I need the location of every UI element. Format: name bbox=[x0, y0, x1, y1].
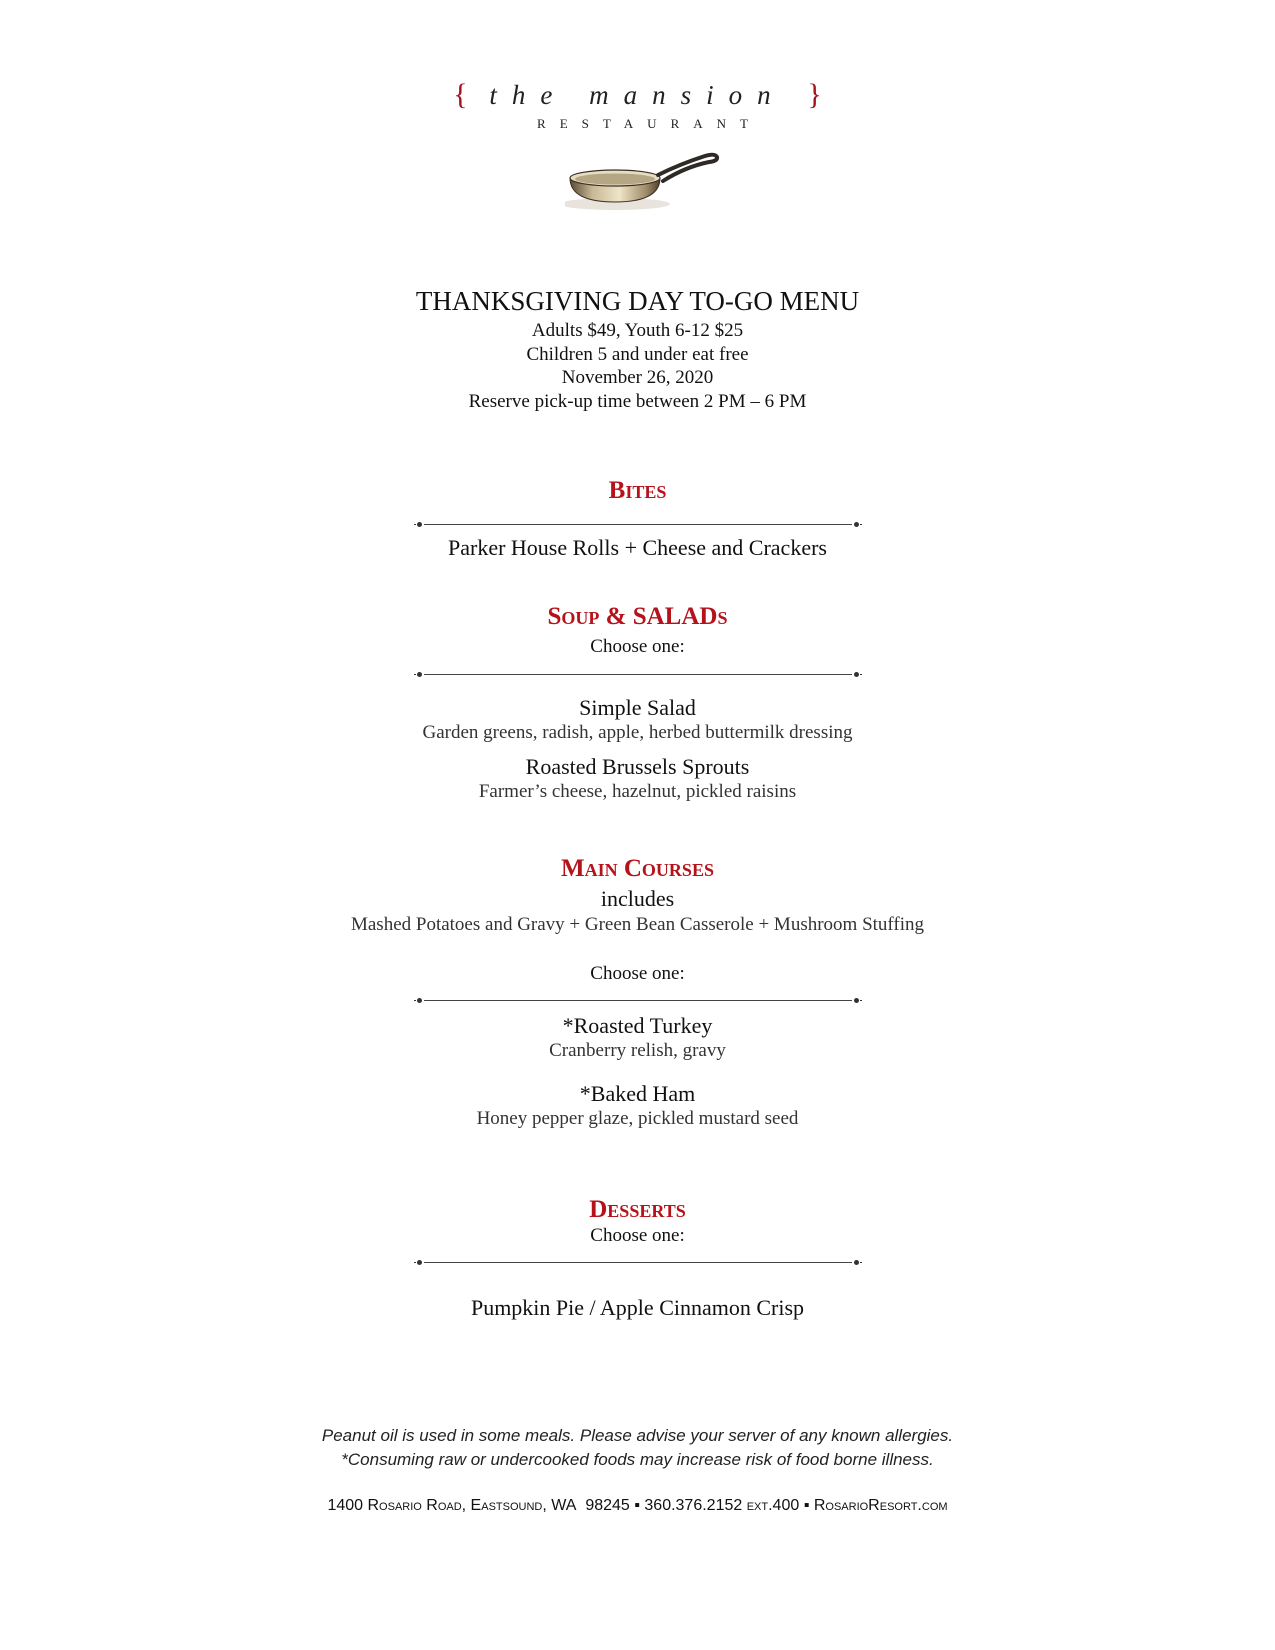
allergy-note: Peanut oil is used in some meals. Please advise your server of any known allergies. bbox=[321, 1426, 954, 1445]
sprouts-item-description: Farmer’s cheese, hazelnut, pickled raisins bbox=[478, 781, 797, 802]
street-address: 1400 Rosario Road, Eastsound, WA bbox=[327, 1497, 577, 1514]
sprouts-item-name: Roasted Brussels Sprouts bbox=[525, 754, 750, 779]
turkey-item-description: Cranberry relish, gravy bbox=[549, 1040, 726, 1061]
logo-name: the mansion bbox=[489, 80, 786, 110]
website-link[interactable]: RosarioResort.com bbox=[813, 1497, 948, 1514]
desserts-divider bbox=[414, 1258, 862, 1268]
ham-item-name: *Baked Ham bbox=[579, 1081, 696, 1106]
phone-number: 360.376.2152 bbox=[644, 1497, 743, 1514]
soup-salads-divider bbox=[414, 670, 862, 680]
desserts-heading: Desserts bbox=[589, 1196, 686, 1223]
logo-subtitle: RESTAURANT bbox=[537, 116, 762, 131]
bites-heading: Bites bbox=[608, 477, 667, 504]
separator-dot-icon: ▪ bbox=[634, 1497, 640, 1514]
main-includes-label: includes bbox=[600, 886, 675, 911]
bites-divider bbox=[414, 520, 862, 530]
main-courses-choose: Choose one: bbox=[590, 963, 685, 984]
salad-item-name: Simple Salad bbox=[579, 695, 696, 720]
salad-item-description: Garden greens, radish, apple, herbed buttermilk dressing bbox=[422, 722, 853, 743]
left-flourish-icon: { bbox=[453, 78, 468, 111]
copper-pan-icon bbox=[565, 150, 735, 212]
bites-items: Parker House Rolls + Cheese and Crackers bbox=[448, 535, 827, 560]
logo-wordmark bbox=[0, 78, 1275, 112]
pricing-text: Adults $49, Youth 6-12 $25 bbox=[531, 320, 744, 341]
desserts-items: Pumpkin Pie / Apple Cinnamon Crisp bbox=[470, 1295, 805, 1320]
main-courses-heading: Main Courses bbox=[561, 855, 714, 882]
date-text: November 26, 2020 bbox=[561, 367, 714, 388]
ham-item-description: Honey pepper glaze, pickled mustard seed bbox=[476, 1108, 799, 1129]
soup-salads-heading: Soup & SALADs bbox=[547, 603, 728, 630]
zip-code: 98245 bbox=[585, 1497, 630, 1514]
separator-dot-icon: ▪ bbox=[803, 1497, 810, 1514]
pickup-text: Reserve pick-up time between 2 PM – 6 PM bbox=[468, 391, 807, 412]
turkey-item-name: *Roasted Turkey bbox=[562, 1013, 713, 1038]
phone-extension: ext.400 bbox=[746, 1497, 800, 1514]
main-includes-text: Mashed Potatoes and Gravy + Green Bean Casserole + Mushroom Stuffing bbox=[350, 914, 925, 935]
consumption-note: *Consuming raw or undercooked foods may increase risk of food borne illness. bbox=[341, 1450, 934, 1469]
soup-salads-choose: Choose one: bbox=[590, 636, 685, 657]
right-flourish-icon: } bbox=[807, 78, 822, 111]
main-courses-divider bbox=[414, 996, 862, 1006]
menu-title: THANKSGIVING DAY TO-GO MENU bbox=[415, 286, 860, 316]
children-text: Children 5 and under eat free bbox=[526, 344, 749, 365]
address-line bbox=[0, 1497, 1275, 1515]
desserts-choose: Choose one: bbox=[590, 1225, 685, 1246]
